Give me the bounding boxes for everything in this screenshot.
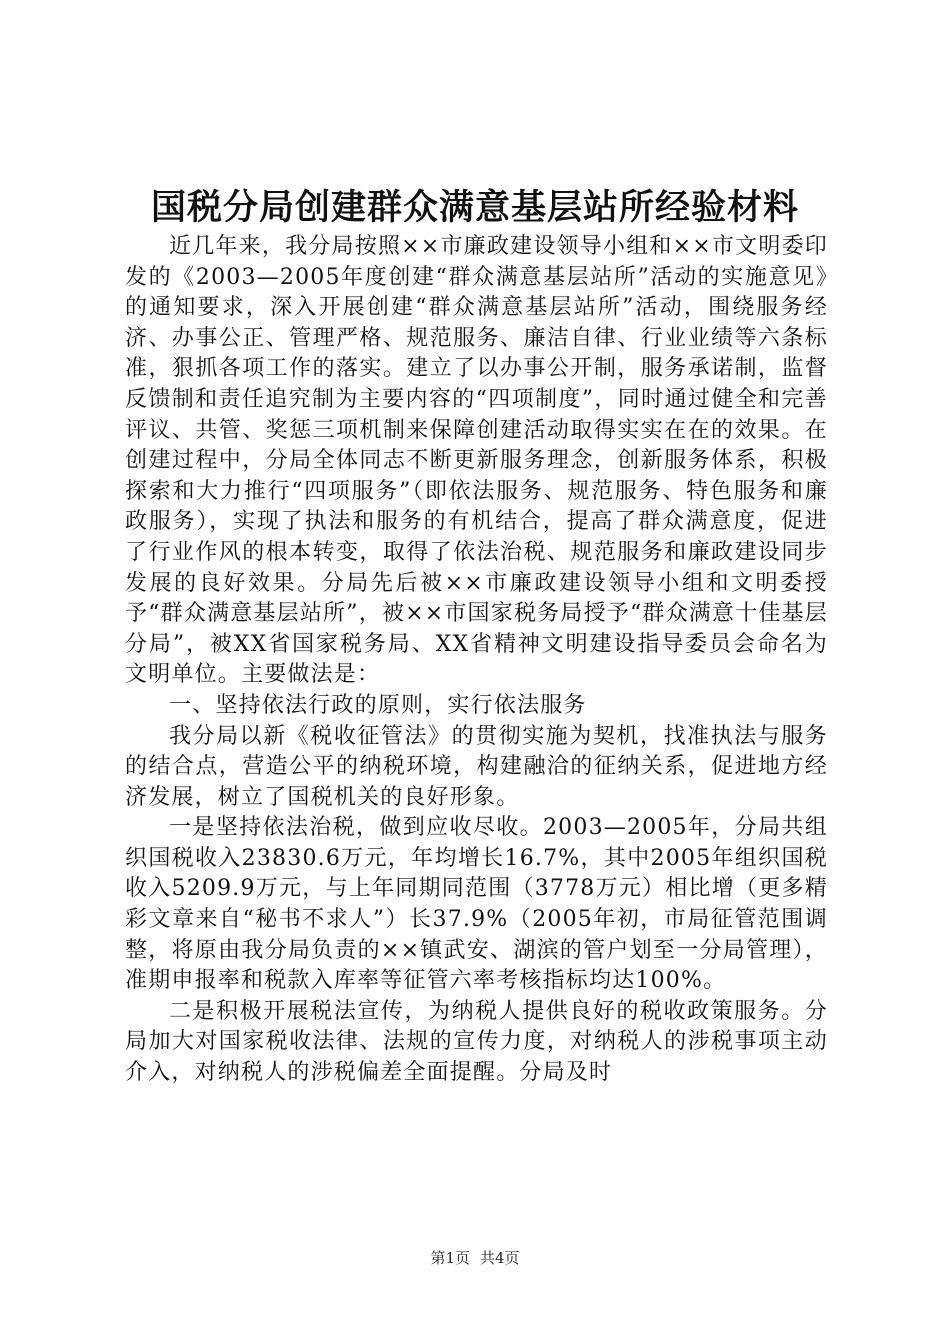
- page-number: 第1页: [430, 1249, 470, 1267]
- section-heading-1: 一、坚持依法行政的原则，实行依法服务: [169, 692, 587, 718]
- document-title: 国税分局创建群众满意基层站所经验材料: [150, 187, 799, 228]
- page-total: 共4页: [480, 1249, 520, 1267]
- page-footer: [0, 1248, 950, 1268]
- paragraph-intro: 近几年来，我分局按照××市廉政建设领导小组和××市文明委印发的《2003—2005年度创建“群众满意基层站所”活动的实施意见》的通知要求，深入开展创建“群众满意基层站所”活动，围绕服务经济、办事公正、管理严格、规范服务、廉洁自律、行业业绩等六条标准，狠抓各项工作的落实。建立了以办事公开制，服务承诺制，监督反馈制和责任追究制为主要内容的“四项制度”，同时通过健全和完善评议、共管、奖惩三项机制来保障创建活动取得实实在在的效果。在创建过程中，分局全体同志不断更新服务理念，创新服务体系，积极探索和大力推行“四项服务”（即依法服务、规范服务、特色服务和廉政服务），实现了执法和服务的有机结合，提高了群众满意度，促进了行业作风的根本转变，取得了依法治税、规范服务和廉政建设同步发展的良好效果。分局先后被××市廉政建设领导小组和文明委授予“群众满意基层站所”，被××市国家税务局授予“群众满意十佳基层分局”，被XX省国家税务局、XX省精神文明建设指导委员会命名为文明单位。主要做法是：: [125, 234, 829, 688]
- paragraph-point-1: 一是坚持依法治税，做到应收尽收。2003—2005年，分局共组织国税收入23830.6万元，年均增长16.7%，其中2005年组织国税收入5209.9万元，与上年同期同范围（3778万元）相比增（更多精彩文章来自“秘书不求人”）长37.9%（2005年初，市局征管范围调整，将原由我分局负责的××镇武安、湖滨的管户划至一分局管理），准期申报率和税款入库率等征管六率考核指标均达100%。: [125, 815, 828, 994]
- document-body: [125, 232, 828, 1089]
- paragraph-point-2: 二是积极开展税法宣传，为纳税人提供良好的税收政策服务。分局加大对国家税收法律、法规的宣传力度，对纳税人的涉税事项主动介入，对纳税人的涉税偏差全面提醒。分局及时: [125, 998, 828, 1086]
- paragraph-section-1: 我分局以新《税收征管法》的贯彻实施为契机，找准执法与服务的结合点，营造公平的纳税环境，构建融洽的征纳关系，促进地方经济发展，树立了国税机关的良好形象。: [125, 723, 828, 810]
